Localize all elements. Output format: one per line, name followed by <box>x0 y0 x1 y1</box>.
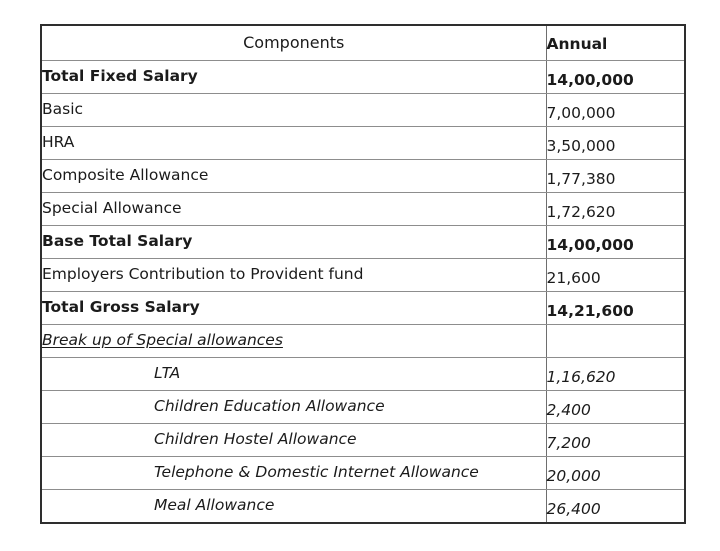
table-row <box>41 325 685 358</box>
row-component-label: Meal Allowance <box>41 490 546 524</box>
column-header-components: Components <box>41 25 546 61</box>
row-annual-value: 14,21,600 <box>546 296 685 329</box>
table-row <box>41 457 685 490</box>
section-heading-label: Break up of Special allowances <box>42 331 283 350</box>
row-component-label: Total Gross Salary <box>41 292 546 325</box>
table-row <box>41 292 685 325</box>
table-row <box>41 193 685 226</box>
row-component-label: Basic <box>41 94 546 127</box>
table-header-row <box>41 25 685 61</box>
row-annual-value: 26,400 <box>546 494 685 528</box>
table-row <box>41 127 685 160</box>
table-row <box>41 160 685 193</box>
row-annual-value: 7,200 <box>546 428 685 461</box>
table-row <box>41 61 685 94</box>
table-row <box>41 94 685 127</box>
row-component-label: Employers Contribution to Provident fund <box>41 259 546 292</box>
table-row <box>41 226 685 259</box>
row-component-label: LTA <box>41 358 546 391</box>
row-component-label: Children Education Allowance <box>41 391 546 424</box>
salary-table-container <box>40 24 684 524</box>
row-component-label: Telephone & Domestic Internet Allowance <box>41 457 546 490</box>
salary-table-body <box>41 25 685 523</box>
row-component-label <box>41 325 546 358</box>
row-annual-value: 1,77,380 <box>546 164 685 197</box>
table-row <box>41 424 685 457</box>
row-component-label: Composite Allowance <box>41 160 546 193</box>
salary-breakdown-table <box>40 24 686 524</box>
table-row <box>41 358 685 391</box>
table-row <box>41 391 685 424</box>
row-component-label: HRA <box>41 127 546 160</box>
column-header-annual: Annual <box>546 27 685 63</box>
row-component-label: Children Hostel Allowance <box>41 424 546 457</box>
row-annual-value: 7,00,000 <box>546 98 685 131</box>
row-annual-value: 14,00,000 <box>546 65 685 98</box>
row-annual-value: 1,72,620 <box>546 197 685 230</box>
row-annual-value: 3,50,000 <box>546 131 685 164</box>
row-annual-value <box>546 329 685 362</box>
row-annual-value: 14,00,000 <box>546 230 685 263</box>
row-component-label: Total Fixed Salary <box>41 61 546 94</box>
row-annual-value: 2,400 <box>546 395 685 428</box>
table-row <box>41 490 685 524</box>
table-row <box>41 259 685 292</box>
row-component-label: Base Total Salary <box>41 226 546 259</box>
row-component-label: Special Allowance <box>41 193 546 226</box>
row-annual-value: 1,16,620 <box>546 362 685 395</box>
row-annual-value: 20,000 <box>546 461 685 494</box>
row-annual-value: 21,600 <box>546 263 685 296</box>
